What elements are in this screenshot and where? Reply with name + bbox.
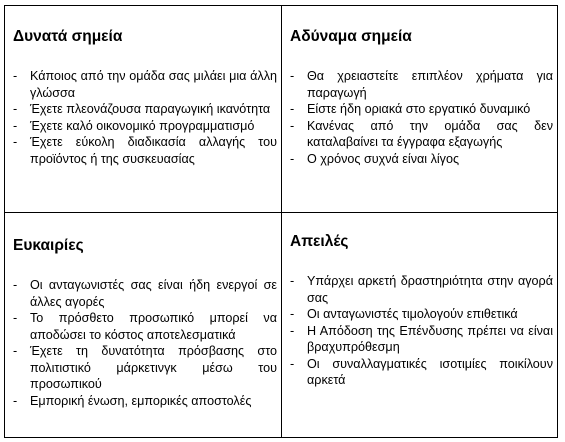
threats-cell [282, 213, 557, 437]
list-item [290, 151, 553, 168]
opportunities-list [13, 277, 277, 409]
list-item [290, 323, 553, 356]
list-item-text: Η Απόδοση της Επένδυσης πρέπει να είναι βραχυπρόθεσμη [307, 323, 553, 354]
bullet-dash: - [290, 102, 295, 116]
bullet-dash: - [13, 118, 18, 133]
bullet-dash: - [290, 69, 295, 83]
list-item-text: Οι ανταγωνιστές τιμολογούν επιθετικά [307, 307, 518, 321]
list-item [290, 68, 553, 101]
bullet-dash: - [290, 323, 295, 338]
bullet-dash: - [13, 311, 18, 325]
list-item [13, 393, 277, 410]
threats-list [290, 273, 553, 389]
bullet-dash: - [290, 356, 295, 371]
list-item [290, 306, 553, 323]
bullet-dash: - [290, 307, 295, 321]
bullet-dash: - [13, 278, 18, 292]
list-item [13, 118, 277, 135]
list-item [13, 134, 277, 167]
list-item-text: Εμπορική ένωση, εμπορικές αποστολές [30, 393, 252, 408]
strengths-list [13, 68, 277, 167]
list-item [13, 310, 277, 343]
list-item-text: Κανένας από την ομάδα σας δεν καταλαβαίνει τα έγγραφα εξαγωγής [307, 118, 553, 149]
list-item-text: Ο χρόνος συχνά είναι λίγος [307, 151, 460, 166]
bullet-dash: - [13, 135, 18, 149]
opportunities-cell [5, 213, 281, 437]
list-item [13, 277, 277, 310]
weaknesses-cell [282, 6, 557, 212]
list-item [290, 356, 553, 389]
list-item-text: Έχετε τη δυνατότητα πρόσβασης στο πολιτιστικό μάρκετινγκ μέσω του προσωπικού [30, 344, 277, 391]
list-item-text: Κάποιος από την ομάδα σας μιλάει μια άλλη γλώσσα [30, 69, 277, 100]
list-item-text: Το πρόσθετο προσωπικό μπορεί να αποδώσει το κόστος αποτελεσματικά [30, 311, 277, 342]
bullet-dash: - [290, 274, 295, 288]
swot-table [4, 5, 558, 438]
list-item [290, 101, 553, 118]
list-item [13, 343, 277, 393]
list-item [290, 273, 553, 306]
bullet-dash: - [290, 118, 295, 133]
bullet-dash: - [13, 102, 18, 116]
list-item-text: Είστε ήδη οριακά στο εργατικό δυναμικό [307, 102, 531, 116]
bullet-dash: - [13, 69, 18, 83]
bullet-dash: - [13, 344, 18, 358]
list-item-text: Έχετε πλεονάζουσα παραγωγική ικανότητα [30, 102, 271, 116]
list-item-text: Οι συναλλαγματικές ισοτιμίες ποικίλουν αρκετά [307, 356, 553, 387]
list-item [290, 118, 553, 151]
threats-heading: Απειλές [290, 233, 349, 250]
strengths-heading: Δυνατά σημεία [13, 28, 123, 45]
strengths-cell [5, 6, 281, 212]
list-item-text: Έχετε εύκολη διαδικασία αλλαγής του προϊόντος ή της συσκευασίας [30, 135, 277, 166]
list-item-text: Έχετε καλό οικονομικό προγραμματισμό [30, 118, 255, 133]
bullet-dash: - [290, 151, 295, 166]
list-item [13, 101, 277, 118]
opportunities-heading: Ευκαιρίες [13, 237, 84, 254]
weaknesses-heading: Αδύναμα σημεία [290, 28, 412, 45]
list-item-text: Οι ανταγωνιστές σας είναι ήδη ενεργοί σε άλλες αγορές [30, 278, 277, 309]
list-item [13, 68, 277, 101]
weaknesses-list [290, 68, 553, 167]
bullet-dash: - [13, 393, 18, 408]
list-item-text: Υπάρχει αρκετή δραστηριότητα στην αγορά σας [307, 274, 553, 305]
list-item-text: Θα χρειαστείτε επιπλέον χρήματα για παραγωγή [307, 69, 553, 100]
